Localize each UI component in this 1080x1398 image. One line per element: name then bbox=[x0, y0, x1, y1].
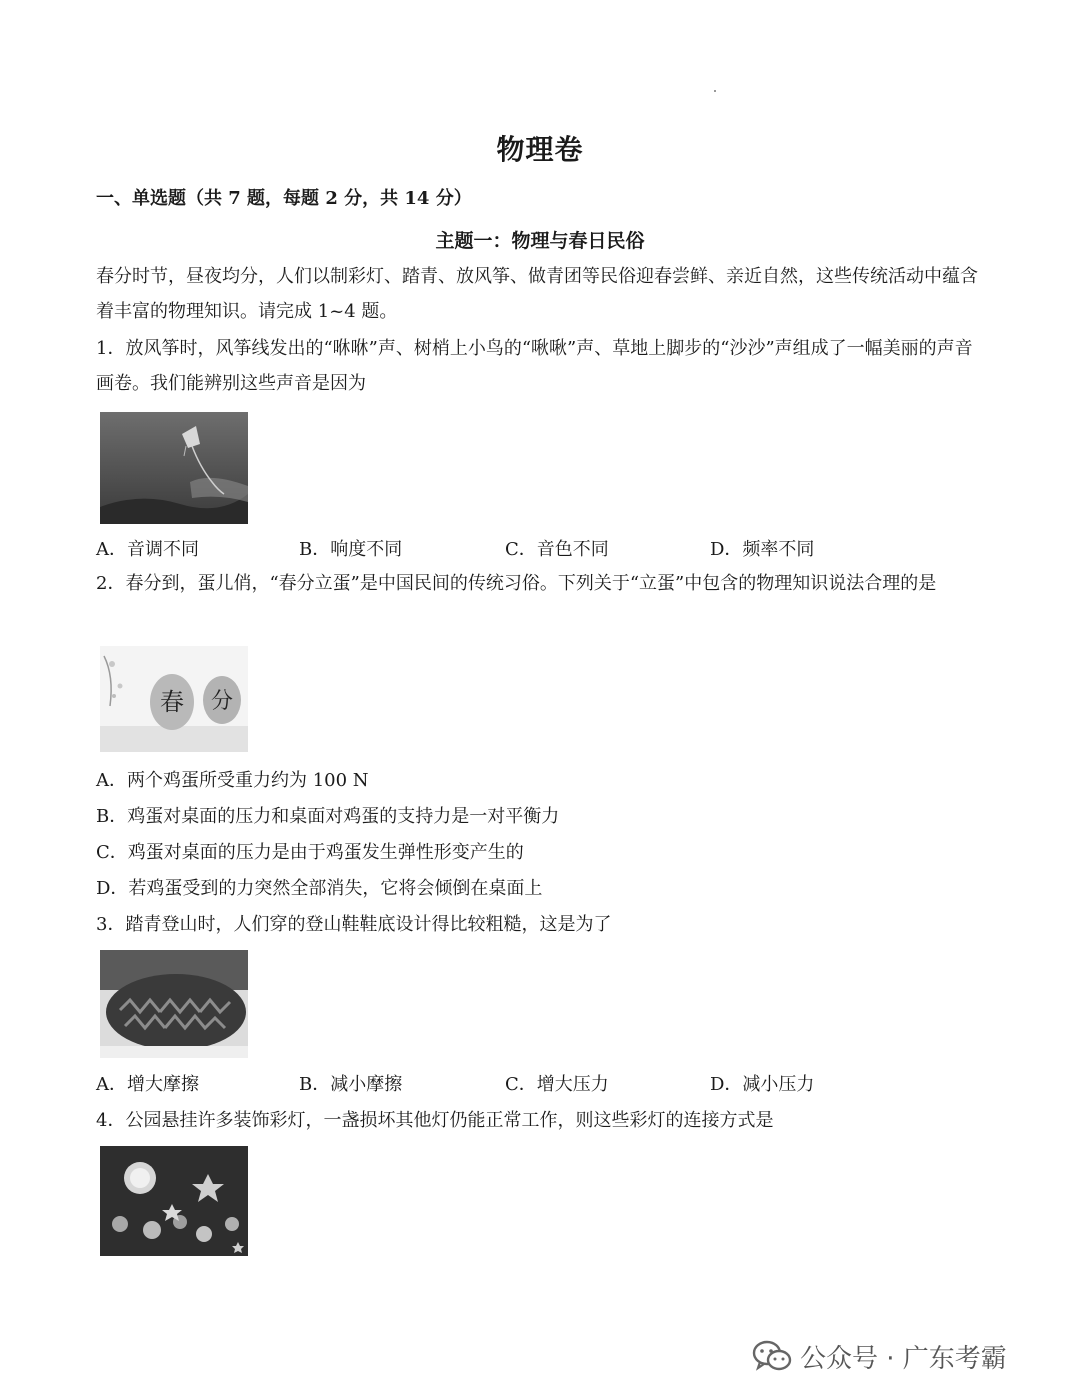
egg-char-equinox: 分 bbox=[210, 689, 234, 714]
question-2-option-a[interactable]: A．两个鸡蛋所受重力约为 100 N bbox=[96, 770, 369, 791]
option-d[interactable]: D．减小压力 bbox=[710, 1074, 815, 1095]
option-d[interactable]: D．频率不同 bbox=[710, 539, 815, 560]
hiking-shoe-photo bbox=[100, 950, 248, 1058]
question-3-stem: 3．踏青登山时，人们穿的登山鞋鞋底设计得比较粗糙，这是为了 bbox=[96, 914, 612, 935]
scan-speck bbox=[714, 90, 716, 92]
question-4-stem: 4．公园悬挂许多装饰彩灯，一盏损坏其他灯仍能正常工作，则这些彩灯的连接方式是 bbox=[96, 1110, 774, 1131]
page-title: 物理卷 bbox=[496, 133, 584, 166]
topic-heading: 主题一：物理与春日民俗 bbox=[435, 230, 645, 252]
question-1-options bbox=[96, 535, 896, 561]
question-1-stem: 1．放风筝时，风筝线发出的“咻咻”声、树梢上小鸟的“啾啾”声、草地上脚步的“沙沙”声组成了一幅美丽的声音画卷。我们能辨别这些声音是因为 bbox=[96, 338, 973, 394]
option-a[interactable]: A．增大摩擦 bbox=[96, 1074, 199, 1095]
egg-char-spring: 春 bbox=[160, 688, 184, 716]
lanterns-photo bbox=[100, 1146, 248, 1256]
wechat-icon bbox=[752, 1339, 792, 1373]
spring-eggs-photo bbox=[100, 646, 248, 752]
section-heading: 一、单选题（共 7 题，每题 2 分，共 14 分） bbox=[96, 188, 472, 209]
option-c[interactable]: C．增大压力 bbox=[505, 1074, 609, 1095]
intro-paragraph: 春分时节，昼夜均分，人们以制彩灯、踏青、放风筝、做青团等民俗迎春尝鲜、亲近自然，这些传统活动中蕴含着丰富的物理知识。请完成 1~4 题。 bbox=[96, 266, 978, 322]
question-2-stem: 2．春分到，蛋儿俏，“春分立蛋”是中国民间的传统习俗。下列关于“立蛋”中包含的物理知识说法合理的是 bbox=[96, 573, 937, 594]
option-b[interactable]: B．响度不同 bbox=[299, 539, 403, 560]
question-2-option-d[interactable]: D．若鸡蛋受到的力突然全部消失，它将会倾倒在桌面上 bbox=[96, 878, 543, 899]
option-c[interactable]: C．音色不同 bbox=[505, 539, 609, 560]
watermark-text: 公众号 · 广东考霸 bbox=[800, 1343, 1007, 1374]
watermark bbox=[752, 1336, 1007, 1376]
kite-photo bbox=[100, 412, 248, 524]
question-2-option-b[interactable]: B．鸡蛋对桌面的压力和桌面对鸡蛋的支持力是一对平衡力 bbox=[96, 806, 560, 827]
question-3-options bbox=[96, 1070, 896, 1096]
option-a[interactable]: A．音调不同 bbox=[96, 539, 199, 560]
question-2-option-c[interactable]: C．鸡蛋对桌面的压力是由于鸡蛋发生弹性形变产生的 bbox=[96, 842, 524, 863]
option-b[interactable]: B．减小摩擦 bbox=[299, 1074, 403, 1095]
